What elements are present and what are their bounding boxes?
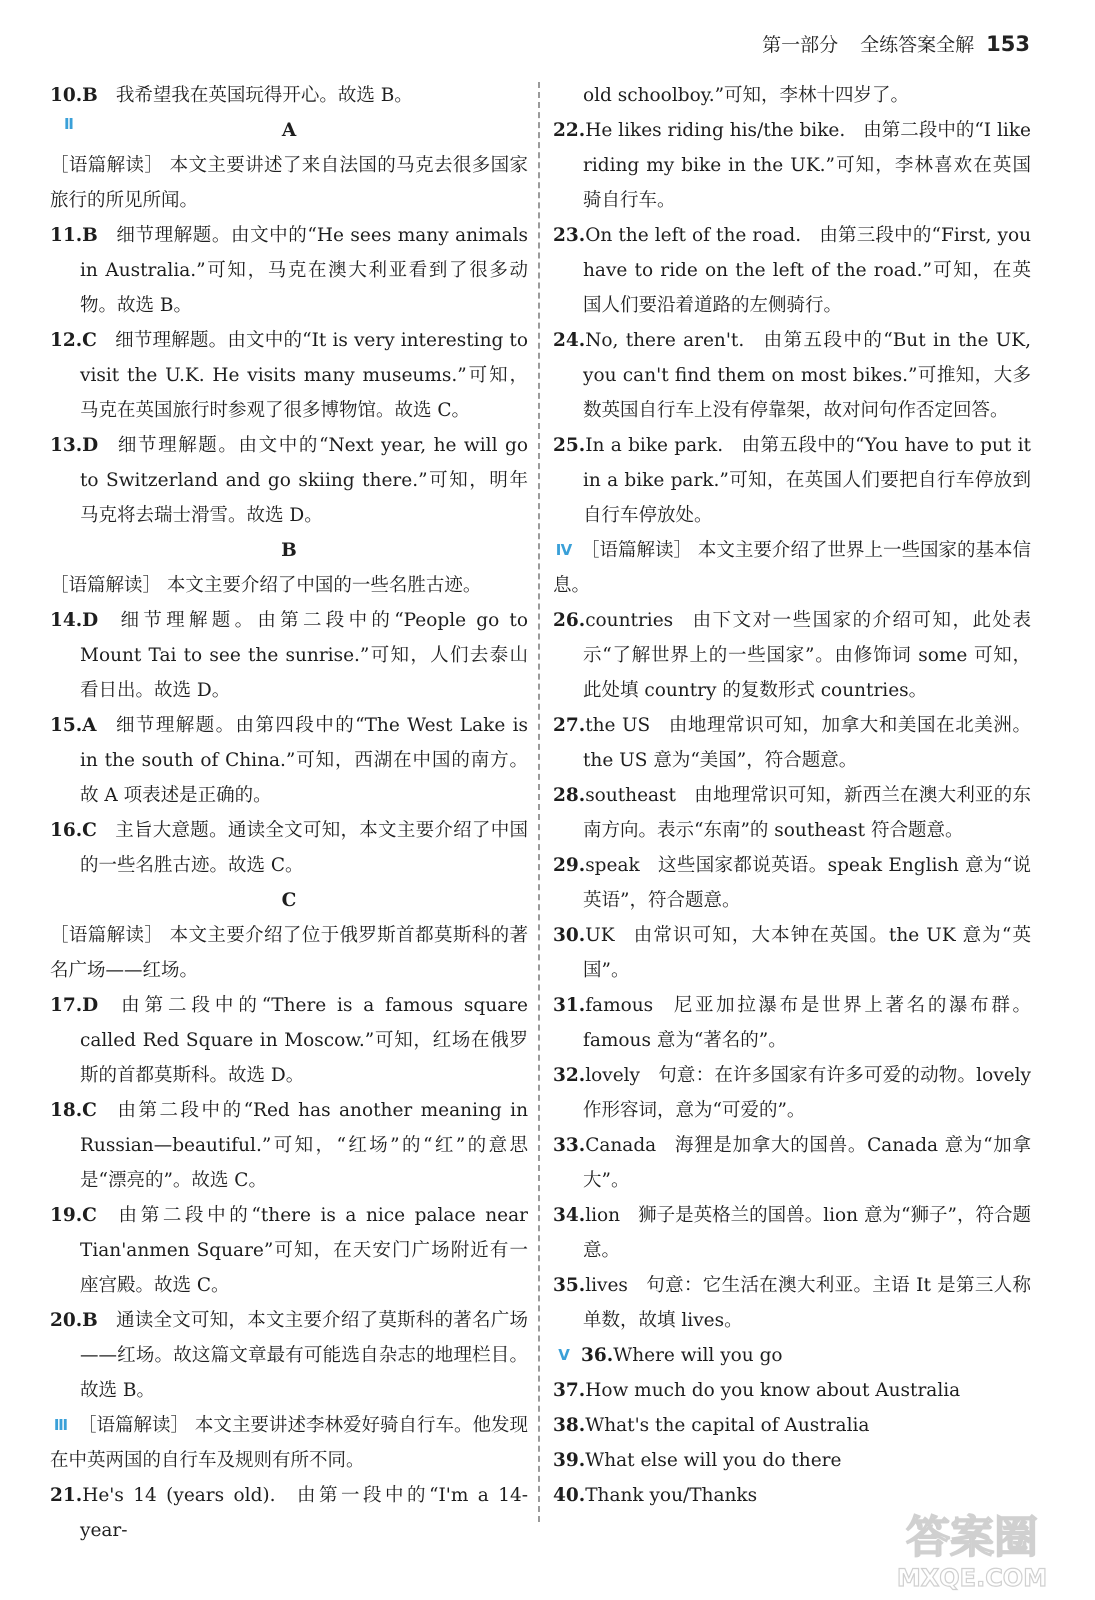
- part-badge-3: Ⅲ: [53, 1416, 69, 1434]
- page-number: 153: [986, 32, 1030, 56]
- answer-item-20: 20.B 通读全文可知，本文主要介绍了莫斯科的著名广场——红场。故这篇文章最有可能选自杂志的地理栏目。故选 B。: [50, 1310, 528, 1401]
- passage-intro-3: Ⅲ ［语篇解读］ 本文主要讲述李林爱好骑自行车。他发现在中英两国的自行车及规则有所不同。: [50, 1415, 528, 1471]
- answer-item-33: 33.Canada 海狸是加拿大的国兽。Canada 意为“加拿大”。: [553, 1135, 1031, 1191]
- watermark-text-cn: 答案圈: [906, 1512, 1038, 1563]
- answer-item-26: 26.countries 由下文对一些国家的介绍可知，此处表示“了解世界上的一些国家”。由修饰词 some 可知，此处填 country 的复数形式 countries。: [553, 610, 1031, 701]
- answer-item-28: 28.southeast 由地理常识可知，新西兰在澳大利亚的东南方向。表示“东南”的 southeast 符合题意。: [553, 785, 1031, 841]
- answer-item-15: 15.A 细节理解题。由第四段中的“The West Lake is in the south of China.”可知，西湖在中国的南方。故 A 项表述是正确的。: [50, 715, 528, 806]
- watermark-logo: [877, 1504, 1067, 1594]
- left-column: [50, 78, 528, 1548]
- answer-item-37: 37.How much do you know about Australia: [553, 1380, 961, 1401]
- answer-item-13: 13.D 细节理解题。由文中的“Next year, he will go to Switzerland and go skiing there.”可知，明年马克将去瑞士滑雪。故选 D。: [50, 435, 528, 526]
- answer-item-17: 17.D 由第二段中的“There is a famous square called Red Square in Moscow.”可知，红场在俄罗斯的首都莫斯科。故选 D。: [50, 995, 528, 1086]
- answer-item-21-continued: old schoolboy.”可知，李林十四岁了。: [583, 85, 910, 106]
- answer-item-21: 21.He's 14 (years old). 由第一段中的“I'm a 14-year-: [50, 1485, 528, 1541]
- answer-item-27: 27.the US 由地理常识可知，加拿大和美国在北美洲。the US 意为“美国”，符合题意。: [553, 715, 1031, 771]
- answer-item-10: 10.B 我希望我在英国玩得开心。故选 B。: [50, 85, 413, 106]
- passage-intro-a: ［语篇解读］ 本文主要讲述了来自法国的马克去很多国家旅行的所见所闻。: [50, 155, 528, 211]
- section-heading-a: Ⅱ A: [50, 113, 528, 148]
- answer-item-25: 25.In a bike park. 由第五段中的“You have to put it in a bike park.”可知，在英国人们要把自行车停放到自行车停放处。: [553, 435, 1031, 526]
- section-heading-b: B: [281, 540, 297, 561]
- right-column: [553, 78, 1031, 1513]
- part-badge-4: Ⅳ: [555, 541, 573, 559]
- answer-item-19: 19.C 由第二段中的“there is a nice palace near Tian'anmen Square”可知，在天安门广场附近有一座宫殿。故选 C。: [50, 1205, 528, 1296]
- passage-intro-4: Ⅳ ［语篇解读］ 本文主要介绍了世界上一些国家的基本信息。: [553, 540, 1031, 596]
- section-heading-c: C: [281, 890, 297, 911]
- header-title: 全练答案全解: [860, 34, 975, 56]
- passage-intro-c: ［语篇解读］ 本文主要介绍了位于俄罗斯首都莫斯科的著名广场——红场。: [50, 925, 528, 981]
- answer-item-36: Ⅴ 36.Where will you go: [553, 1338, 1031, 1373]
- answer-item-32: 32.lovely 句意：在许多国家有许多可爱的动物。lovely 作形容词，意为“可爱的”。: [553, 1065, 1031, 1121]
- header-section: 第一部分: [762, 34, 839, 56]
- answer-item-39: 39.What else will you do there: [553, 1450, 842, 1471]
- page-header: [762, 30, 1030, 57]
- answer-item-23: 23.On the left of the road. 由第三段中的“First, you have to ride on the left of the road.”可知，在英国人们要沿着道路的左侧骑行。: [553, 225, 1031, 316]
- answer-item-31: 31.famous 尼亚加拉瀑布是世界上著名的瀑布群。famous 意为“著名的”。: [553, 995, 1031, 1051]
- watermark-text-url: MXQE.COM: [896, 1564, 1048, 1592]
- answer-item-29: 29.speak 这些国家都说英语。speak English 意为“说英语”，符合题意。: [553, 855, 1031, 911]
- passage-intro-b: ［语篇解读］ 本文主要介绍了中国的一些名胜古迹。: [50, 575, 482, 596]
- column-divider: [538, 82, 540, 1522]
- answer-item-18: 18.C 由第二段中的“Red has another meaning in Russian—beautiful.”可知，“红场”的“红”的意思是“漂亮的”。故选 C。: [50, 1100, 528, 1191]
- answer-item-22: 22.He likes riding his/the bike. 由第二段中的“I like riding my bike in the UK.”可知，李林喜欢在英国骑自行车。: [553, 120, 1031, 211]
- answer-item-16: 16.C 主旨大意题。通读全文可知，本文主要介绍了中国的一些名胜古迹。故选 C。: [50, 820, 528, 876]
- part-badge-2: Ⅱ: [64, 115, 74, 133]
- answer-item-38: 38.What's the capital of Australia: [553, 1415, 870, 1436]
- answer-item-12: 12.C 细节理解题。由文中的“It is very interesting to visit the U.K. He visits many museums.”可知，马克在英国旅行时参观了很多博物馆。故选 C。: [50, 330, 528, 421]
- answer-item-24: 24.No, there aren't. 由第五段中的“But in the UK, you can't find them on most bikes.”可推知，大多数英国自行车上没有停靠架，故对问句作否定回答。: [553, 330, 1031, 421]
- answer-item-40: 40.Thank you/Thanks: [553, 1485, 758, 1506]
- answer-item-34: 34.lion 狮子是英格兰的国兽。lion 意为“狮子”，符合题意。: [553, 1205, 1031, 1261]
- answer-item-35: 35.lives 句意：它生活在澳大利亚。主语 It 是第三人称单数，故填 lives。: [553, 1275, 1031, 1331]
- part-badge-5: Ⅴ: [558, 1346, 570, 1364]
- answer-item-30: 30.UK 由常识可知，大本钟在英国。the UK 意为“英国”。: [553, 925, 1031, 981]
- answer-item-11: 11.B 细节理解题。由文中的“He sees many animals in Australia.”可知，马克在澳大利亚看到了很多动物。故选 B。: [50, 225, 528, 316]
- answer-item-14: 14.D 细节理解题。由第二段中的“People go to Mount Tai to see the sunrise.”可知，人们去泰山看日出。故选 D。: [50, 610, 528, 701]
